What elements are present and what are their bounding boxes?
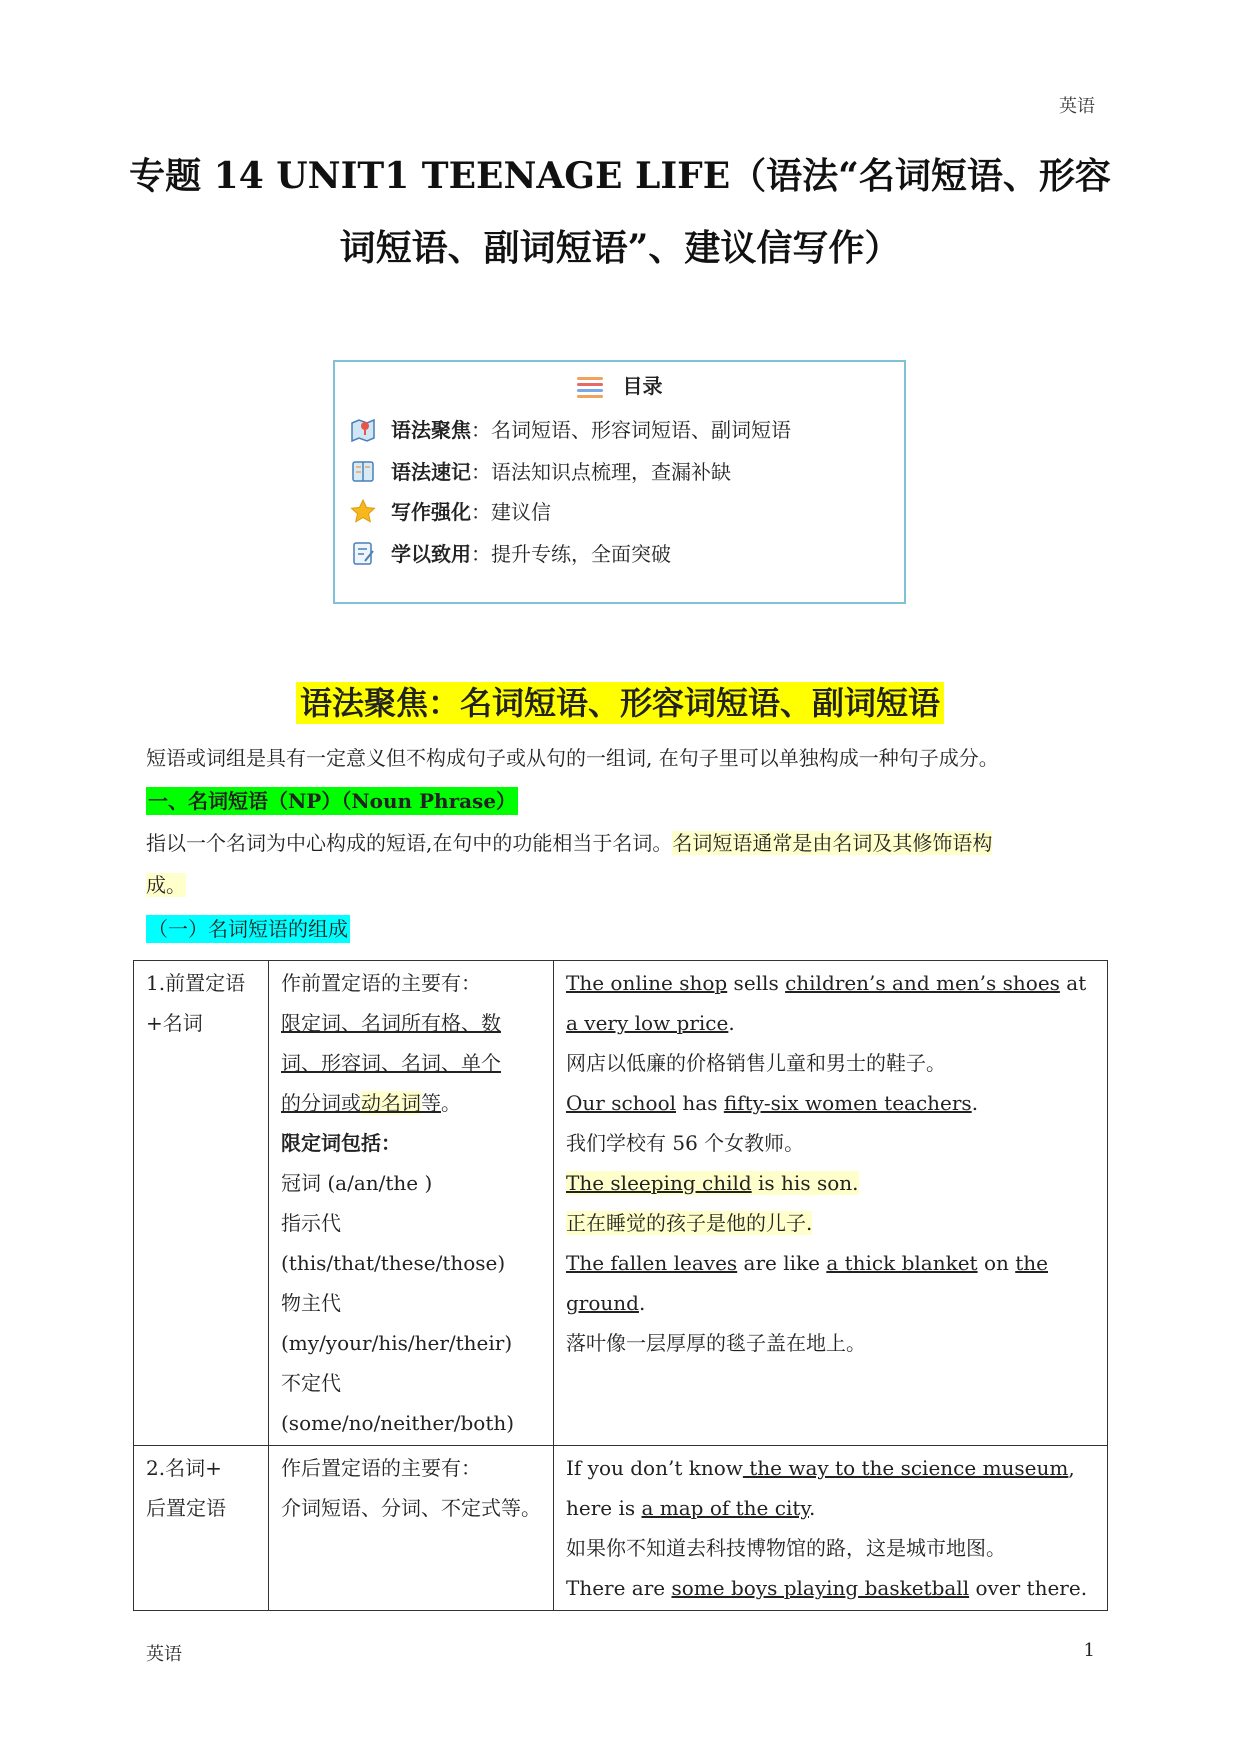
toc-item-grammar-focus[interactable]	[349, 414, 791, 443]
page-number: 1	[1083, 1640, 1095, 1661]
table-cell-explanation	[269, 1446, 554, 1611]
example-en	[566, 1083, 1095, 1123]
ex-u: children’s and men’s shoes	[785, 971, 1060, 995]
ex-t: There are	[566, 1576, 672, 1600]
table-row	[134, 961, 1108, 1446]
cell-text: 限定词包括：	[281, 1131, 401, 1155]
cell-text: 介词短语、分词、不定式等。	[281, 1496, 541, 1520]
footer-subject: 英语	[146, 1644, 182, 1665]
example-cn	[566, 1203, 1095, 1243]
section-title-text: 语法聚焦：名词短语、形容词短语、副词短语	[296, 682, 944, 724]
table-row	[134, 1446, 1108, 1611]
toc-item-writing[interactable]	[349, 496, 551, 525]
ex-t: over there.	[969, 1576, 1088, 1600]
example-en	[566, 1163, 1095, 1203]
cell-text: 等	[421, 1091, 441, 1115]
sub-heading-text: （一）名词短语的组成	[148, 917, 348, 941]
cell-text: 1.前置定语	[146, 971, 246, 995]
example-en	[566, 1448, 1095, 1528]
toc-item-practice[interactable]	[349, 538, 671, 567]
ex-u: the ground	[566, 1251, 1048, 1315]
ex-t: If you don’t know	[566, 1456, 743, 1480]
ex-u: The fallen leaves	[566, 1251, 738, 1275]
book-icon	[349, 457, 377, 485]
toc-item-label: 语法速记	[391, 460, 471, 484]
cell-text: 限定词、名词所有格、数	[281, 1011, 501, 1035]
toc-item-label: 学以致用	[391, 542, 471, 566]
toc-heading	[335, 370, 904, 401]
ex-t: at	[1059, 971, 1087, 995]
sub-heading	[146, 908, 350, 950]
example-en	[566, 1568, 1095, 1608]
ex-u: Our school	[566, 1091, 677, 1115]
cell-text: (my/your/his/her/their)	[281, 1331, 513, 1355]
example-cn: 网店以低廉的价格销售儿童和男士的鞋子。	[566, 1051, 946, 1075]
table-of-contents	[333, 360, 906, 604]
ex-t: .	[638, 1291, 646, 1315]
example-cn: 如果你不知道去科技博物馆的路，这是城市地图。	[566, 1536, 1006, 1560]
table-cell-explanation	[269, 961, 554, 1446]
toc-item-label: 写作强化	[391, 500, 471, 524]
toc-sep: ：	[471, 542, 491, 566]
toc-item-text: 名词短语、形容词短语、副词短语	[491, 418, 791, 442]
map-pin-icon	[349, 415, 377, 443]
noun-phrase-table	[133, 960, 1108, 1611]
np-definition-b: 名词短语通常是由名词及其修饰语构	[672, 831, 993, 855]
cell-text: 指示代(this/that/these/those)	[281, 1211, 506, 1275]
table-cell-type	[134, 961, 269, 1446]
ex-t: .	[809, 1496, 816, 1520]
title-line-1: 专题 14 UNIT1 TEENAGE LIFE（语法“名词短语、形容	[129, 155, 1111, 197]
cell-text: 物主代	[281, 1291, 341, 1315]
toc-sep: ：	[471, 418, 491, 442]
np-definition-c: 成。	[146, 873, 186, 897]
toc-item-grammar-notes[interactable]	[349, 456, 731, 485]
toc-sep: ：	[471, 460, 491, 484]
example-cn: 落叶像一层厚厚的毯子盖在地上。	[566, 1331, 866, 1355]
toc-item-text: 提升专练，全面突破	[491, 542, 671, 566]
ex-u: a map of the city	[641, 1496, 810, 1520]
cell-text: 作后置定语的主要有：	[281, 1456, 481, 1480]
ex-t: , here is	[566, 1456, 1075, 1520]
cell-text: 作前置定语的主要有：	[281, 971, 481, 995]
star-icon	[349, 497, 377, 525]
toc-item-text: 建议信	[491, 500, 551, 524]
example-en	[566, 963, 1095, 1043]
header-subject: 英语	[1059, 96, 1095, 117]
ex-u: fifty-six women teachers	[723, 1091, 972, 1115]
cell-text: +名词	[146, 1011, 203, 1035]
ex-u: the way to the science museum	[742, 1456, 1069, 1480]
np-definition	[146, 822, 1106, 906]
cell-text: 动名词	[361, 1091, 421, 1115]
table-cell-examples	[554, 961, 1108, 1446]
ex-cn-text: 正在睡觉的孩子是他的儿子.	[566, 1211, 813, 1235]
ex-t: on	[977, 1251, 1016, 1275]
table-cell-examples	[554, 1446, 1108, 1611]
section-title	[0, 678, 1240, 724]
toc-item-text: 语法知识点梳理，查漏补缺	[491, 460, 731, 484]
cell-text: 不定代	[281, 1371, 341, 1395]
title-line-2: 词短语、副词短语”、建议信写作）	[339, 227, 901, 269]
cell-text: 后置定语	[146, 1496, 226, 1520]
ex-t: is his son.	[751, 1171, 859, 1195]
ex-u: some boys playing basketball	[671, 1576, 970, 1600]
page-title	[120, 140, 1120, 284]
ex-t: has	[676, 1091, 724, 1115]
cell-text: 的分词或	[281, 1091, 361, 1115]
np-definition-a: 指以一个名词为中心构成的短语,在句中的功能相当于名词。	[146, 831, 673, 855]
example-cn: 我们学校有 56 个女教师。	[566, 1131, 805, 1155]
ex-u: The sleeping child	[566, 1171, 752, 1195]
toc-item-label: 语法聚焦	[391, 418, 471, 442]
cell-text: 冠词 (a/an/the )	[281, 1171, 433, 1195]
example-en	[566, 1243, 1095, 1323]
ex-u: a thick blanket	[826, 1251, 978, 1275]
cell-text: 2.名词+	[146, 1456, 222, 1480]
ex-t: .	[728, 1011, 735, 1035]
ex-t: are like	[737, 1251, 827, 1275]
toc-heading-text: 目录	[622, 374, 663, 398]
cell-text: 。	[441, 1091, 461, 1115]
checklist-icon	[349, 539, 377, 567]
ex-u: a very low price	[566, 1011, 729, 1035]
cell-text: (some/no/neither/both)	[281, 1411, 515, 1435]
table-cell-type	[134, 1446, 269, 1611]
intro-paragraph: 短语或词组是具有一定意义但不构成句子或从句的一组词, 在句子里可以单独构成一种句子成分。	[146, 746, 999, 770]
ex-t: sells	[727, 971, 786, 995]
ex-t: .	[971, 1091, 979, 1115]
toc-sep: ：	[471, 500, 491, 524]
np-heading	[146, 780, 518, 822]
list-icon	[577, 374, 603, 401]
np-heading-text: 一、名词短语（NP）（Noun Phrase）	[148, 789, 517, 813]
ex-u: The online shop	[566, 971, 728, 995]
cell-text: 词、形容词、名词、单个	[281, 1051, 501, 1075]
